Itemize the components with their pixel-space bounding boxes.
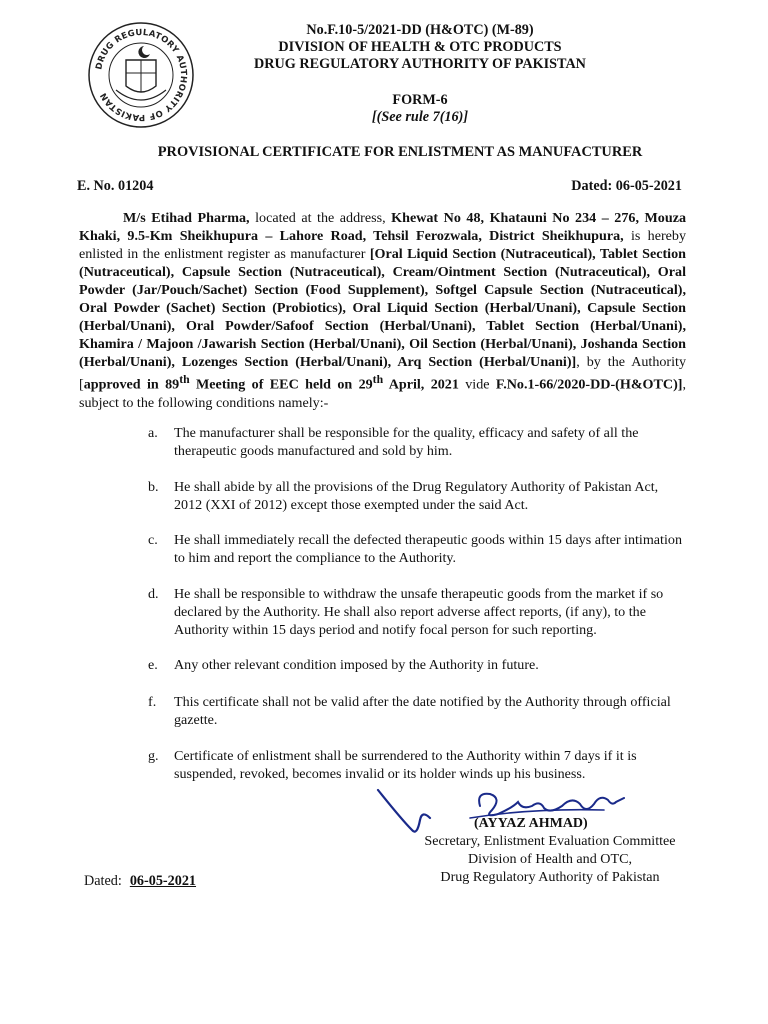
enlistment-paragraph: M/s Etihad Pharma, located at the address, Khewat No 48, Khatauni No 234 – 276, Mouza Khaki, 9.5-Km Sheikhupura – Lahore Road, Tehsil Ferozwala, District Sheikhupura, is hereby enlisted in the enlistment register as manufacturer [Oral Liquid Section (Nutraceutical), Tablet Section (Nutraceutical), Capsule Section (Nutraceutical), Cream/Ointment Section (Nutraceutical), Oral Powder (Jar/Pouch/Sachet) Section (Food Supplement), Softgel Capsule Section (Nutraceutical), Oral Powder (Sachet) Section (Probiotics), Oral Liquid Section (Herbal/Unani), Capsule Section (Herbal/Unani), Oral Powder/Safoof Section (Herbal/Unani), Tablet Section (Herbal/Unani), Khamira / Majoon /Jawarish Section (Herbal/Unani), Oil Section (Herbal/Unani), Joshanda Section (Herbal/Unani), Lozenges Section (Herbal/Unani), Arq Section (Herbal/Unani)], by the Authority [approved in 89th Meeting of EEC held on 29th April, 2021 vide F.No.1-66/2020-DD-(H&OTC)], subject to the following conditions namely:-: [79, 210, 687, 411]
condition-item: f. This certificate shall not be valid after the date notified by the Authority through official gazette.: [148, 694, 671, 728]
signatory-division: Division of Health and OTC,: [467, 851, 632, 867]
document-header: [180, 22, 660, 73]
condition-item: d. He shall be responsible to withdraw the unsafe therapeutic goods from the market if so declared by the Authority. He shall also report adverse affect reports, (if any), to the Authority within 15 days period and notify focal person for such reporting.: [148, 586, 664, 638]
condition-item: g. Certificate of enlistment shall be surrendered to the Authority within 7 days if it is suspended, revoked, becomes invalid or its holder winds up his business.: [148, 748, 637, 782]
company-name: M/s Etihad Pharma,: [123, 210, 250, 226]
issue-date: Dated: 06-05-2021: [571, 178, 682, 194]
authority-name: DRUG REGULATORY AUTHORITY OF PAKISTAN: [254, 56, 586, 72]
footer-date-value: 06-05-2021: [129, 873, 197, 889]
footer-date: [84, 873, 196, 890]
svg-text:DRUG REGULATORY AUTHORITY OF P: DRUG REGULATORY AUTHORITY OF PAKISTAN: [94, 27, 189, 123]
condition-item: e. Any other relevant condition imposed by the Authority in future.: [148, 657, 539, 673]
signatory-designation: Secretary, Enlistment Evaluation Committee: [424, 833, 676, 849]
file-number: No.F.10-5/2021-DD (H&OTC) (M-89): [306, 22, 534, 38]
enlistment-number: E. No. 01204: [77, 178, 154, 194]
section-list: [Oral Liquid Section (Nutraceutical), Tablet Section (Nutraceutical), Capsule Section (Nutraceutical), Cream/Ointment Section (Nutraceutical), Oral Powder (Jar/Pouch/Sachet) Section (Food Supplement), Softgel Capsule Section (Nutraceutical), Oral Powder (Sachet) Section (Probiotics), Oral Liquid Section (Herbal/Unani), Capsule Section (Herbal/Unani), Oral Powder/Safoof Section (Herbal/Unani), Tablet Section (Herbal/Unani), Khamira / Majoon /Jawarish Section (Herbal/Unani), Oil Section (Herbal/Unani), Joshanda Section (Herbal/Unani), Lozenges Section (Herbal/Unani), Arq Section (Herbal/Unani)]: [79, 246, 686, 370]
company-address: Khewat No 48, Khatauni No 234 – 276, Mouza Khaki, 9.5-Km Sheikhupura – Lahore Road, Tehsil Ferozwala, District Sheikhupura,: [79, 210, 686, 244]
form-block: [180, 92, 660, 126]
signatory-block: [405, 832, 695, 886]
condition-item: b. He shall abide by all the provisions of the Drug Regulatory Authority of Pakistan Act, 2012 (XXI of 2012) except those exempted under the said Act.: [148, 479, 659, 513]
signatory-authority: Drug Regulatory Authority of Pakistan: [440, 869, 660, 885]
reference-file: F.No.1-66/2020-DD-(H&OTC)]: [495, 376, 683, 393]
condition-item: c. He shall immediately recall the defected therapeutic goods within 15 days after intimation to him and report the compliance to the Authority.: [148, 532, 682, 566]
form-number: FORM-6: [392, 92, 448, 108]
condition-item: a. The manufacturer shall be responsible for the quality, efficacy and safety of all the therapeutic goods manufactured and sold by him.: [148, 425, 639, 459]
signatory-name: (AYYAZ AHMAD): [474, 816, 588, 831]
conditions-list: [148, 424, 688, 783]
footer-date-label: Dated:: [84, 873, 122, 889]
rule-reference: [(See rule 7(16)]: [371, 109, 469, 125]
division-name: DIVISION OF HEALTH & OTC PRODUCTS: [278, 39, 562, 55]
certificate-title: PROVISIONAL CERTIFICATE FOR ENLISTMENT AS MANUFACTURER: [157, 144, 643, 160]
